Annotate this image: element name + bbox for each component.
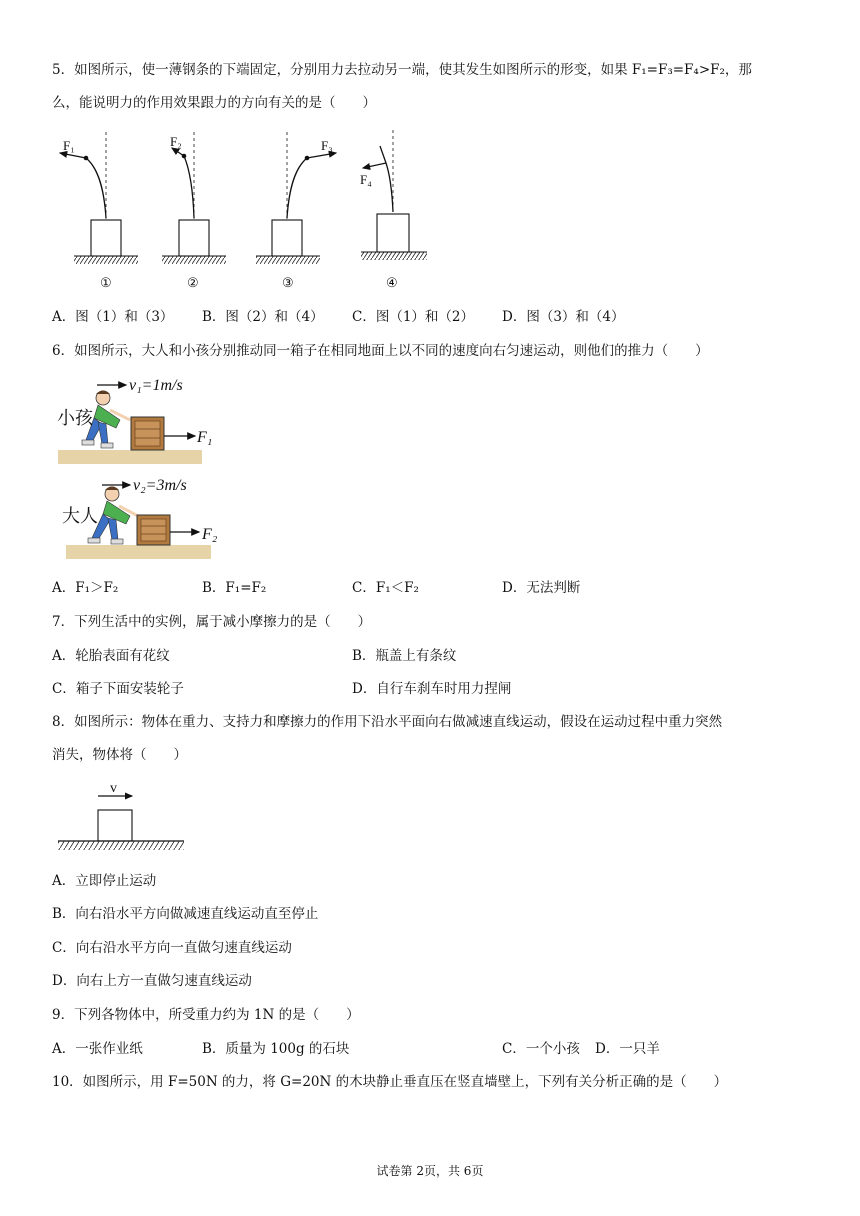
q5-force-label-1: F₁ [63,138,75,153]
q6-option-d: D．无法判断 [502,580,581,596]
q5-option-d: D．图（3）和（4） [502,309,625,325]
q5-stem-line2: 么，能说明力的作用效果跟力的方向有关的是（ ） [52,95,376,111]
q5-force-label-4: F₄ [360,172,372,187]
q5-panel-label-3: ③ [282,275,294,290]
q6-stem-line1: 6．如图所示，大人和小孩分别推动同一箱子在相同地面上以不同的速度向右匀速运动，则他们的推力（ ） [52,343,709,359]
q8-option-d: D．向右上方一直做匀速直线运动 [52,973,252,989]
q5-option-b: B．图（2）和（4） [202,309,324,325]
q6-option-b: B．F₁=F₂ [202,580,267,596]
q6-child-force: F₁ [197,429,213,446]
q5-option-a: A．图（1）和（3） [52,309,174,325]
q6-child-label: 小孩 [57,408,93,428]
q6-option-c: C．F₁＜F₂ [352,580,419,596]
q5-force-label-2: F₂ [170,134,182,149]
q9-option-d: D．一只羊 [595,1041,660,1057]
q7-option-c: C．箱子下面安装轮子 [52,681,184,697]
q5-panel-label-1: ① [100,275,112,290]
q9-option-b: B．质量为 100g 的石块 [202,1041,350,1057]
q8-option-b: B．向右沿水平方向做减速直线运动直至停止 [52,906,319,922]
q6-adult-speed: v₂=3m/s [133,477,187,494]
page-footer: 试卷第 2页，共 6页 [376,1164,484,1178]
q5-panel-label-4: ④ [386,275,398,290]
q6-adult-force: F₂ [202,526,218,543]
q7-option-a: A．轮胎表面有花纹 [52,648,170,664]
q6-child-speed: v₁=1m/s [129,377,183,394]
q8-option-c: C．向右沿水平方向一直做匀速直线运动 [52,940,292,956]
q5-panel-label-2: ② [187,275,199,290]
q9-option-c: C．一个小孩 [502,1041,580,1057]
q9-stem-line1: 9．下列各物体中，所受重力约为 1N 的是（ ） [52,1007,360,1023]
q8-stem-line2: 消失，物体将（ ） [52,747,187,763]
q5-option-c: C．图（1）和（2） [352,309,475,325]
q7-option-d: D．自行车刹车时用力捏闸 [352,681,512,697]
q8-stem-line1: 8．如图所示：物体在重力、支持力和摩擦力的作用下沿水平面向右做减速直线运动，假设在运动过程中重力突然 [52,714,723,730]
q8-option-a: A．立即停止运动 [52,873,157,889]
q6-option-a: A．F₁＞F₂ [52,580,119,596]
q10-stem-line1: 10．如图所示，用 F=50N 的力，将 G=20N 的木块静止垂直压在竖直墙壁上，下列有关分析正确的是（ ） [52,1074,728,1090]
q5-stem-line1: 5．如图所示，使一薄钢条的下端固定，分别用力去拉动另一端，使其发生如图所示的形变，如果 F₁=F₃=F₄>F₂，那 [52,62,752,78]
q5-force-label-3: F₃ [321,138,333,153]
q9-option-a: A．一张作业纸 [52,1041,143,1057]
q7-option-b: B．瓶盖上有条纹 [352,648,457,664]
q6-adult-label: 大人 [62,506,98,526]
q8-velocity-label: v [110,781,117,796]
q7-stem-line1: 7．下列生活中的实例，属于减小摩擦力的是（ ） [52,614,372,630]
